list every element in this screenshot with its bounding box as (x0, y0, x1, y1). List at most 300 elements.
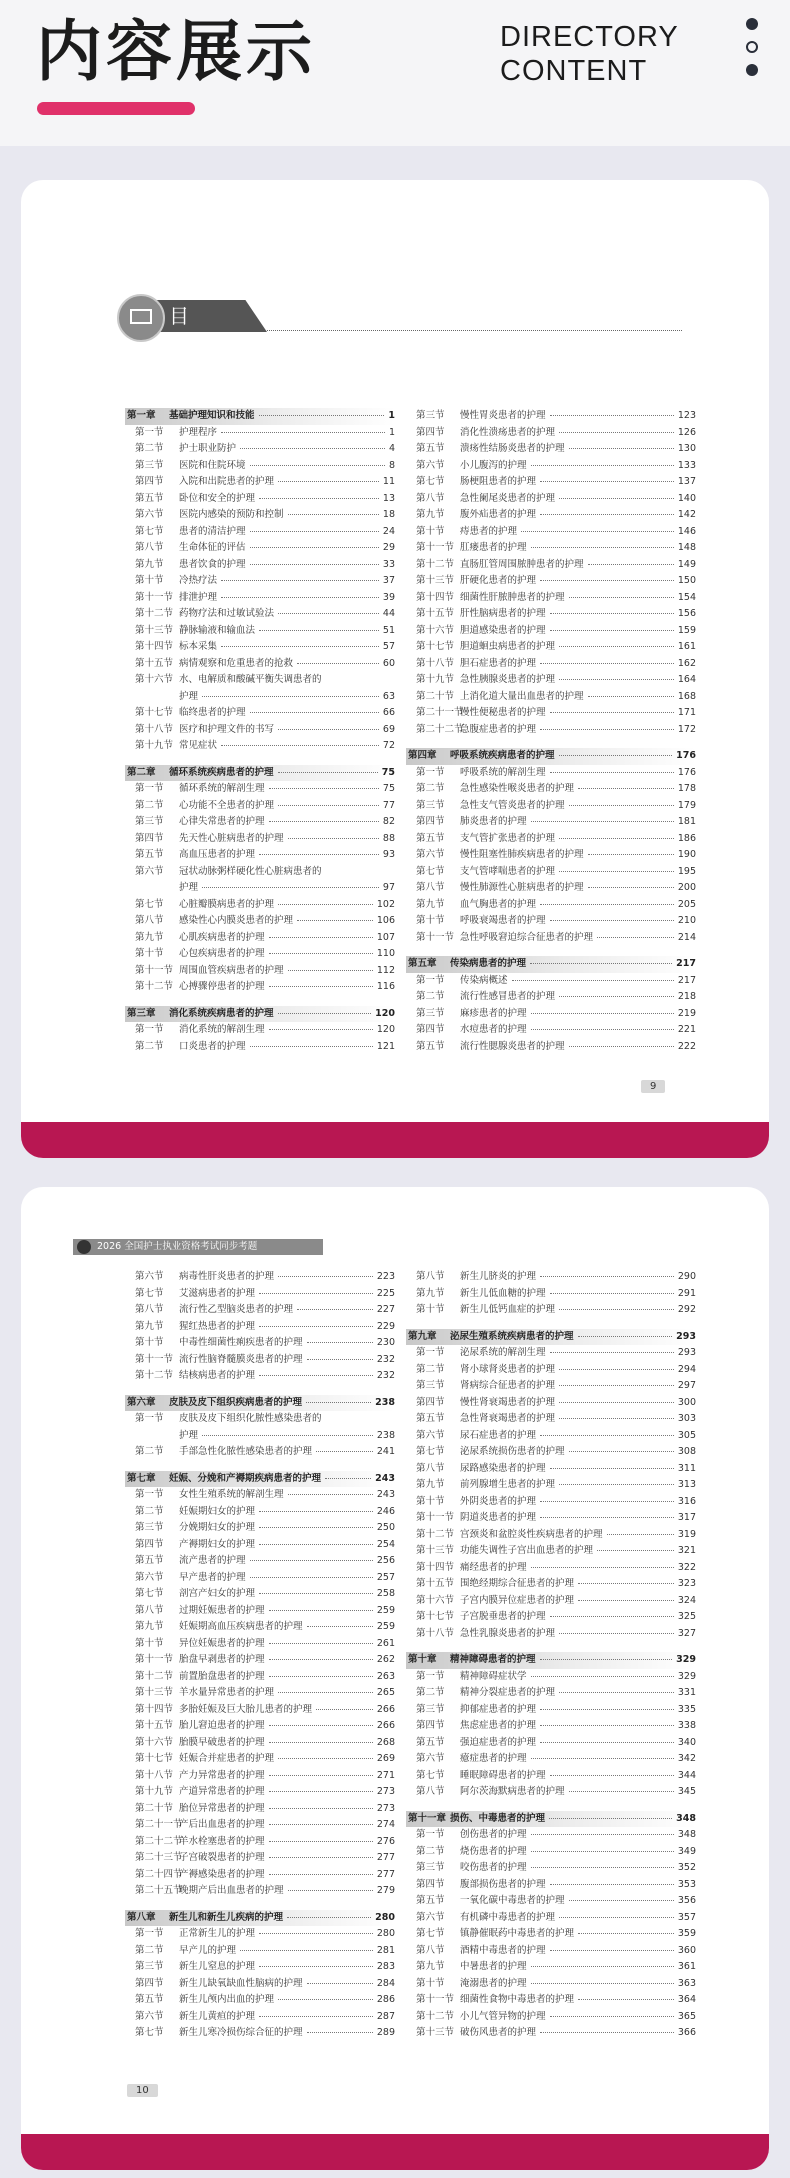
toc-leader-dots (269, 1874, 373, 1875)
toc-entry-row (125, 738, 395, 755)
toc-page-number: 276 (376, 1835, 395, 1847)
toc-page-number: 218 (677, 991, 696, 1002)
toc-section-number: 第七节 (416, 865, 445, 877)
toc-page-number: 66 (382, 707, 395, 718)
toc-section-number: 第二十二节 (135, 1835, 183, 1847)
toc-leader-dots (550, 1950, 674, 1951)
toc-section-number: 第七章 (127, 1472, 156, 1484)
toc-entry-title: 妊娠期妇女的护理 (179, 1505, 256, 1517)
toc-leader-dots (221, 745, 379, 746)
toc-leader-dots (549, 1818, 672, 1819)
toc-section-number: 第九章 (408, 1330, 437, 1342)
toc-entry-title: 新生儿脐炎的护理 (460, 1271, 537, 1282)
toc-leader-dots (269, 821, 379, 822)
toc-entry-title: 药物疗法和过敏试验法 (179, 608, 275, 619)
toc-page-number: 292 (677, 1304, 696, 1315)
toc-leader-dots (559, 498, 674, 499)
toc-leader-dots (316, 1709, 373, 1710)
toc-section-number: 第八节 (135, 915, 164, 926)
dot-filled-icon (746, 18, 758, 30)
toc-page-number: 335 (677, 1703, 696, 1715)
toc-page-number: 223 (376, 1271, 395, 1282)
toc-entry-row (125, 1817, 395, 1834)
toc-section-number: 第五节 (416, 832, 445, 844)
toc-entry-title: 产褥感染患者的护理 (179, 1868, 265, 1880)
toc-page-number: 243 (376, 1489, 395, 1500)
toc-leader-dots (559, 1917, 674, 1918)
toc-entry-row (406, 557, 696, 574)
toc-entry-row (125, 1702, 395, 1719)
toc-entry-title: 新生儿寒冷损伤综合征的护理 (179, 2027, 303, 2038)
toc-leader-dots (559, 1369, 674, 1370)
toc-entry-row (406, 831, 696, 848)
toc-entry-title: 泌尿系统的解剖生理 (460, 1347, 546, 1358)
toc-section-number: 第七节 (135, 525, 164, 537)
toc-page-number: 238 (376, 1429, 395, 1441)
toc-entry-row (406, 1976, 696, 1993)
toc-entry-title: 入院和出院患者的护理 (179, 476, 275, 487)
toc-leader-dots (288, 838, 379, 839)
toc-leader-dots (559, 1402, 674, 1403)
page-header (0, 0, 790, 146)
toc-chapter-row (406, 1652, 696, 1669)
toc-entry-row (125, 458, 395, 475)
toc-section-number: 第十二节 (135, 981, 174, 992)
toc-entry-title: 急性乳腺炎患者的护理 (460, 1627, 556, 1639)
toc-entry-row (406, 1593, 696, 1610)
toc-leader-dots (531, 1013, 674, 1014)
toc-entry-row (125, 1834, 395, 1851)
toc-section-number: 第四节 (416, 1024, 445, 1035)
toc-page-number: 162 (677, 657, 696, 669)
toc-page-number: 8 (388, 459, 395, 471)
toc-leader-dots (307, 1626, 373, 1627)
toc-entry-title: 传染病概述 (460, 974, 508, 986)
toc-page-number: 126 (677, 426, 696, 438)
toc-column-left (125, 1269, 395, 2042)
toc-entry-row (406, 1345, 696, 1362)
toc-leader-dots (540, 1276, 674, 1277)
toc-page-number: 262 (376, 1654, 395, 1665)
toc-page-number: 205 (677, 898, 696, 910)
toc-gap (406, 738, 696, 748)
toc-entry-row (125, 1487, 395, 1504)
toc-entry-row (406, 1477, 696, 1494)
toc-leader-dots (250, 465, 385, 466)
toc-entry-title: 心搏骤停患者的护理 (179, 981, 265, 992)
toc-page-number: 142 (677, 509, 696, 520)
toc-entry-title: 胆道蛔虫病患者的护理 (460, 641, 556, 652)
toc-page-number: 97 (382, 882, 395, 893)
toc-leader-dots (269, 1857, 373, 1858)
toc-page-number: 280 (375, 1911, 395, 1923)
toc-leader-dots (559, 755, 672, 756)
toc-leader-dots (278, 729, 379, 730)
toc-entry-row (406, 2009, 696, 2026)
toc-section-number: 第十六节 (135, 1736, 174, 1748)
toc-page-number: 148 (677, 542, 696, 553)
toc-leader-dots (540, 1517, 674, 1518)
toc-entry-row (406, 672, 696, 689)
toc-leader-dots (559, 838, 674, 839)
toc-section-number: 第三节 (416, 1862, 445, 1873)
toc-page-number: 221 (677, 1024, 696, 1035)
toc-entry-row (125, 639, 395, 656)
toc-page-number: 274 (376, 1819, 395, 1830)
toc-leader-dots (297, 920, 373, 921)
toc-entry-title: 中暑患者的护理 (460, 1961, 527, 1972)
page-title: 内容展示 (36, 13, 316, 90)
toc-entry-title: 羊水量异常患者的护理 (179, 1687, 275, 1698)
toc-section-number: 第六节 (416, 1911, 445, 1923)
toc-section-number: 第十二节 (135, 1370, 174, 1381)
toc-entry-title: 创伤患者的护理 (460, 1829, 527, 1840)
toc-section-number: 第八节 (135, 542, 164, 553)
toc-entry-title: 细菌性肝脓肿患者的护理 (460, 591, 565, 603)
toc-section-number: 第五节 (416, 443, 445, 454)
toc-section-number: 第五章 (408, 958, 437, 969)
toc-entry-title: 前列腺增生患者的护理 (460, 1479, 556, 1490)
toc-section-number: 第二节 (135, 443, 164, 454)
toc-section-number: 第八节 (416, 492, 445, 504)
toc-entry-row (125, 1022, 395, 1039)
toc-page-number: 325 (677, 1611, 696, 1622)
english-title (500, 20, 679, 88)
toc-section-number: 第三节 (416, 1703, 445, 1715)
toc-page-number: 63 (382, 690, 395, 702)
toc-leader-dots (607, 1534, 674, 1535)
toc-section-number: 第六节 (135, 1271, 164, 1282)
toc-section-number: 第十四节 (416, 1561, 455, 1573)
toc-leader-dots (259, 1511, 373, 1512)
toc-entry-row (125, 672, 395, 689)
toc-section-number: 第六节 (416, 849, 445, 860)
toc-entry-row (125, 1335, 395, 1352)
toc-entry-title: 消化系统的解剖生理 (179, 1024, 265, 1035)
toc-entry-row (406, 1286, 696, 1303)
toc-page-number: 357 (677, 1911, 696, 1923)
toc-section-number: 第三节 (135, 1961, 164, 1972)
toc-section-number: 第十节 (416, 915, 445, 926)
toc-page-number: 217 (677, 974, 696, 986)
toc-section-number: 第一节 (416, 1347, 445, 1358)
toc-leader-dots (569, 1791, 674, 1792)
toc-entry-title: 早产儿的护理 (179, 1944, 237, 1956)
toc-leader-dots (307, 1359, 373, 1360)
toc-section-number: 第十三节 (135, 1687, 174, 1698)
toc-page-number: 365 (677, 2010, 696, 2022)
toc-section-number: 第十五节 (135, 1720, 174, 1731)
toc-leader-dots (269, 1791, 373, 1792)
toc-entry-row (125, 1428, 395, 1445)
toc-entry-row (125, 1319, 395, 1336)
toc-entry-title: 冠状动脉粥样硬化性心脏病患者的 (179, 865, 322, 877)
toc-leader-dots (269, 788, 379, 789)
toc-leader-dots (559, 1692, 674, 1693)
toc-entry-title: 患者饮食的护理 (179, 558, 246, 570)
toc-entry-title: 子宫破裂患者的护理 (179, 1852, 265, 1863)
toc-entry-row (125, 1269, 395, 1286)
toc-section-number: 第七节 (135, 2027, 164, 2038)
toc-page-number: 297 (677, 1380, 696, 1391)
card-bottom-band (21, 2134, 769, 2170)
toc-entry-title: 慢性胃炎患者的护理 (460, 410, 546, 421)
toc-leader-dots (278, 613, 379, 614)
toc-leader-dots (278, 805, 379, 806)
toc-page-number: 120 (376, 1024, 395, 1035)
toc-leader-dots (269, 1841, 373, 1842)
toc-entry-title: 破伤风患者的护理 (460, 2027, 537, 2038)
page-number: 10 (127, 2084, 158, 2097)
toc-section-number: 第九节 (135, 1320, 164, 1332)
title-underline-bar (37, 102, 195, 115)
toc-column-left (125, 408, 395, 1055)
toc-entry-title: 精神分裂症患者的护理 (460, 1687, 556, 1698)
toc-section-number: 第十节 (416, 1977, 445, 1989)
toc-section-number: 第八节 (416, 1786, 445, 1797)
toc-section-number: 第四章 (408, 750, 437, 761)
toc-entry-title: 先天性心脏病患者的护理 (179, 832, 284, 844)
toc-section-number: 第十四节 (416, 591, 455, 603)
toc-entry-title: 分娩期妇女的护理 (179, 1522, 256, 1533)
toc-entry-title: 急性胰腺炎患者的护理 (460, 674, 556, 685)
toc-section-number: 第六节 (135, 509, 164, 520)
toc-entry-title: 烧伤患者的护理 (460, 1845, 527, 1857)
toc-section-number: 第十一节 (416, 931, 455, 943)
toc-page-number: 120 (375, 1007, 395, 1019)
toc-leader-dots (540, 1709, 674, 1710)
toc-entry-row (406, 689, 696, 706)
toc-section-number: 第四节 (416, 426, 445, 438)
toc-leader-dots (250, 564, 379, 565)
toc-entry-title: 前置胎盘患者的护理 (179, 1670, 265, 1682)
toc-section-number: 第十二节 (135, 608, 174, 619)
toc-entry-title: 肺炎患者的护理 (460, 816, 527, 827)
toc-page-number: 214 (677, 931, 696, 943)
toc-entry-row (125, 880, 395, 897)
toc-entry-row (125, 606, 395, 623)
toc-entry-row (406, 1768, 696, 1785)
toc-entry-row (125, 1619, 395, 1636)
toc-entry-title: 小儿气管异物的护理 (460, 2010, 546, 2022)
toc-page-number: 286 (376, 1994, 395, 2005)
toc-section-number: 第十八节 (135, 723, 174, 735)
toc-entry-row (125, 1039, 395, 1056)
toc-leader-dots (269, 1742, 373, 1743)
toc-entry-row (406, 1669, 696, 1686)
toc-section-number: 第二章 (127, 766, 156, 778)
toc-page-number: 364 (677, 1994, 696, 2005)
toc-page-number: 329 (676, 1654, 696, 1665)
toc-section-number: 第四节 (135, 476, 164, 487)
toc-entry-title: 流行性乙型脑炎患者的护理 (179, 1304, 294, 1315)
toc-leader-dots (540, 1742, 674, 1743)
toc-entry-row (406, 491, 696, 508)
toc-entry-title: 痔患者的护理 (460, 525, 518, 537)
toc-leader-dots (202, 696, 379, 697)
toc-entry-title: 肾小球肾炎患者的护理 (460, 1363, 556, 1375)
book-logo-icon (77, 1240, 91, 1254)
toc-section-number: 第十四节 (135, 641, 174, 652)
toc-chapter-row (125, 1395, 395, 1412)
toc-page-number: 107 (376, 931, 395, 943)
toc-leader-dots (240, 448, 385, 449)
toc-gap (406, 946, 696, 956)
toc-page-number: 146 (677, 525, 696, 537)
toc-entry-row (125, 1992, 395, 2009)
page-number: 9 (641, 1080, 665, 1093)
toc-page-number: 273 (376, 1802, 395, 1814)
toc-entry-title: 镇静催眠药中毒患者的护理 (460, 1928, 575, 1939)
toc-entry-title: 晚期产后出血患者的护理 (179, 1885, 284, 1896)
toc-entry-row (406, 722, 696, 739)
toc-leader-dots (550, 1616, 674, 1617)
toc-entry-row (125, 491, 395, 508)
toc-page-number: 266 (376, 1720, 395, 1731)
toc-section-number: 第一节 (135, 1024, 164, 1035)
toc-entry-row (125, 705, 395, 722)
toc-section-number: 第十九节 (135, 1786, 174, 1797)
toc-leader-dots (269, 1643, 373, 1644)
toc-leader-dots (297, 1309, 373, 1310)
toc-entry-title: 消化系统疾病患者的护理 (169, 1007, 274, 1019)
toc-entry-title: 传染病患者的护理 (450, 958, 527, 969)
toc-entry-title: 心包疾病患者的护理 (179, 948, 265, 959)
toc-leader-dots (578, 1999, 674, 2000)
toc-leader-dots (550, 2016, 674, 2017)
toc-entry-row (406, 425, 696, 442)
toc-page-number: 29 (382, 542, 395, 553)
toc-entry-row (406, 1893, 696, 1910)
toc-entry-row (406, 606, 696, 623)
toc-leader-dots (521, 531, 674, 532)
toc-entry-row (125, 946, 395, 963)
toc-leader-dots (578, 1933, 674, 1934)
toc-page-number: 200 (677, 882, 696, 893)
toc-entry-title: 过期妊娠患者的护理 (179, 1604, 265, 1616)
book-header-text: 2026 全国护士执业资格考试同步考题 (97, 1241, 258, 1252)
toc-heading-rule (267, 330, 682, 331)
toc-entry-row (125, 1850, 395, 1867)
toc-entry-row (406, 1543, 696, 1560)
toc-leader-dots (307, 1983, 373, 1984)
toc-entry-title: 胎位异常患者的护理 (179, 1802, 265, 1814)
toc-page-number: 340 (677, 1736, 696, 1748)
toc-entry-row (125, 798, 395, 815)
toc-gap (406, 1801, 696, 1811)
toc-section-number: 第八节 (135, 1304, 164, 1315)
toc-page-number: 57 (382, 641, 395, 652)
toc-section-number: 第五节 (416, 1413, 445, 1424)
toc-leader-dots (559, 1633, 674, 1634)
toc-page-number: 293 (676, 1330, 696, 1342)
toc-section-number: 第九节 (416, 1479, 445, 1490)
toc-entry-title: 尿路感染患者的护理 (460, 1462, 546, 1474)
toc-section-number: 第九节 (135, 558, 164, 570)
toc-entry-title: 排泄护理 (179, 591, 218, 603)
toc-entry-row (125, 1883, 395, 1900)
toc-entry-title: 泌尿生殖系统疾病患者的护理 (450, 1330, 574, 1342)
toc-page-number: 359 (677, 1928, 696, 1939)
toc-leader-dots (259, 415, 384, 416)
toc-entry-title: 胎儿窘迫患者的护理 (179, 1720, 265, 1731)
toc-entry-title: 慢性便秘患者的护理 (460, 707, 546, 718)
toc-entry-row (125, 1636, 395, 1653)
toc-entry-row (406, 930, 696, 947)
toc-entry-row (406, 507, 696, 524)
toc-section-number: 第三节 (135, 816, 164, 827)
toc-leader-dots (550, 1293, 674, 1294)
toc-leader-dots (578, 1600, 674, 1601)
toc-leader-dots (259, 1966, 373, 1967)
toc-entry-row (406, 814, 696, 831)
toc-section-number: 第十一章 (408, 1812, 447, 1824)
toc-entry-title: 泌尿系统损伤患者的护理 (460, 1446, 565, 1457)
toc-page-number: 263 (376, 1670, 395, 1682)
toc-section-number: 第一节 (416, 766, 445, 778)
toc-page-number: 279 (376, 1885, 395, 1896)
toc-leader-dots (259, 854, 379, 855)
toc-entry-title: 酒精中毒患者的护理 (460, 1944, 546, 1956)
toc-page-number: 112 (376, 964, 395, 976)
toc-leader-dots (540, 481, 674, 482)
toc-leader-dots (559, 1418, 674, 1419)
toc-leader-dots (250, 547, 379, 548)
toc-page-number: 254 (376, 1538, 395, 1550)
toc-leader-dots (307, 1342, 373, 1343)
toc-page-number: 290 (677, 1271, 696, 1282)
toc-section-number: 第三节 (416, 799, 445, 811)
toc-section-number: 第十二节 (416, 1528, 455, 1540)
toc-leader-dots (531, 1029, 674, 1030)
toc-leader-dots (588, 564, 674, 565)
toc-section-number: 第六节 (135, 865, 164, 877)
toc-entry-row (406, 1751, 696, 1768)
toc-page-number: 256 (376, 1555, 395, 1566)
toc-entry-row (125, 1976, 395, 1993)
toc-section-number: 第七节 (416, 1769, 445, 1781)
toc-page-number: 322 (677, 1561, 696, 1573)
toc-entry-row (406, 973, 696, 990)
toc-chapter-row (125, 408, 395, 425)
toc-gap (125, 1900, 395, 1910)
toc-entry-title: 急性肾衰竭患者的护理 (460, 1413, 556, 1424)
toc-page-number: 179 (677, 799, 696, 811)
toc-leader-dots (559, 1309, 674, 1310)
toc-leader-dots (540, 580, 674, 581)
toc-entry-title: 静脉输液和输血法 (179, 624, 256, 636)
toc-entry-title: 患者的清洁护理 (179, 525, 246, 537)
toc-entry-title: 感染性心内膜炎患者的护理 (179, 915, 294, 926)
toc-section-number: 第四节 (135, 1977, 164, 1989)
toc-entry-title: 溃疡性结肠炎患者的护理 (460, 443, 565, 454)
toc-entry-row (125, 963, 395, 980)
toc-entry-title: 痛经患者的护理 (460, 1561, 527, 1573)
toc-chapter-row (406, 1329, 696, 1346)
toc-entry-title: 肛瘘患者的护理 (460, 542, 527, 553)
toc-entry-row (406, 1926, 696, 1943)
toc-section-number: 第六章 (127, 1396, 156, 1408)
toc-entry-row (125, 1302, 395, 1319)
toc-page-number: 283 (376, 1961, 395, 1972)
toc-entry-row (125, 781, 395, 798)
toc-entry-row (406, 1302, 696, 1319)
toc-page-number: 280 (376, 1928, 395, 1939)
toc-section-number: 第一节 (135, 426, 164, 438)
toc-entry-row (406, 1560, 696, 1577)
toc-section-number: 第十七节 (416, 641, 455, 652)
toc-entry-row (406, 1992, 696, 2009)
